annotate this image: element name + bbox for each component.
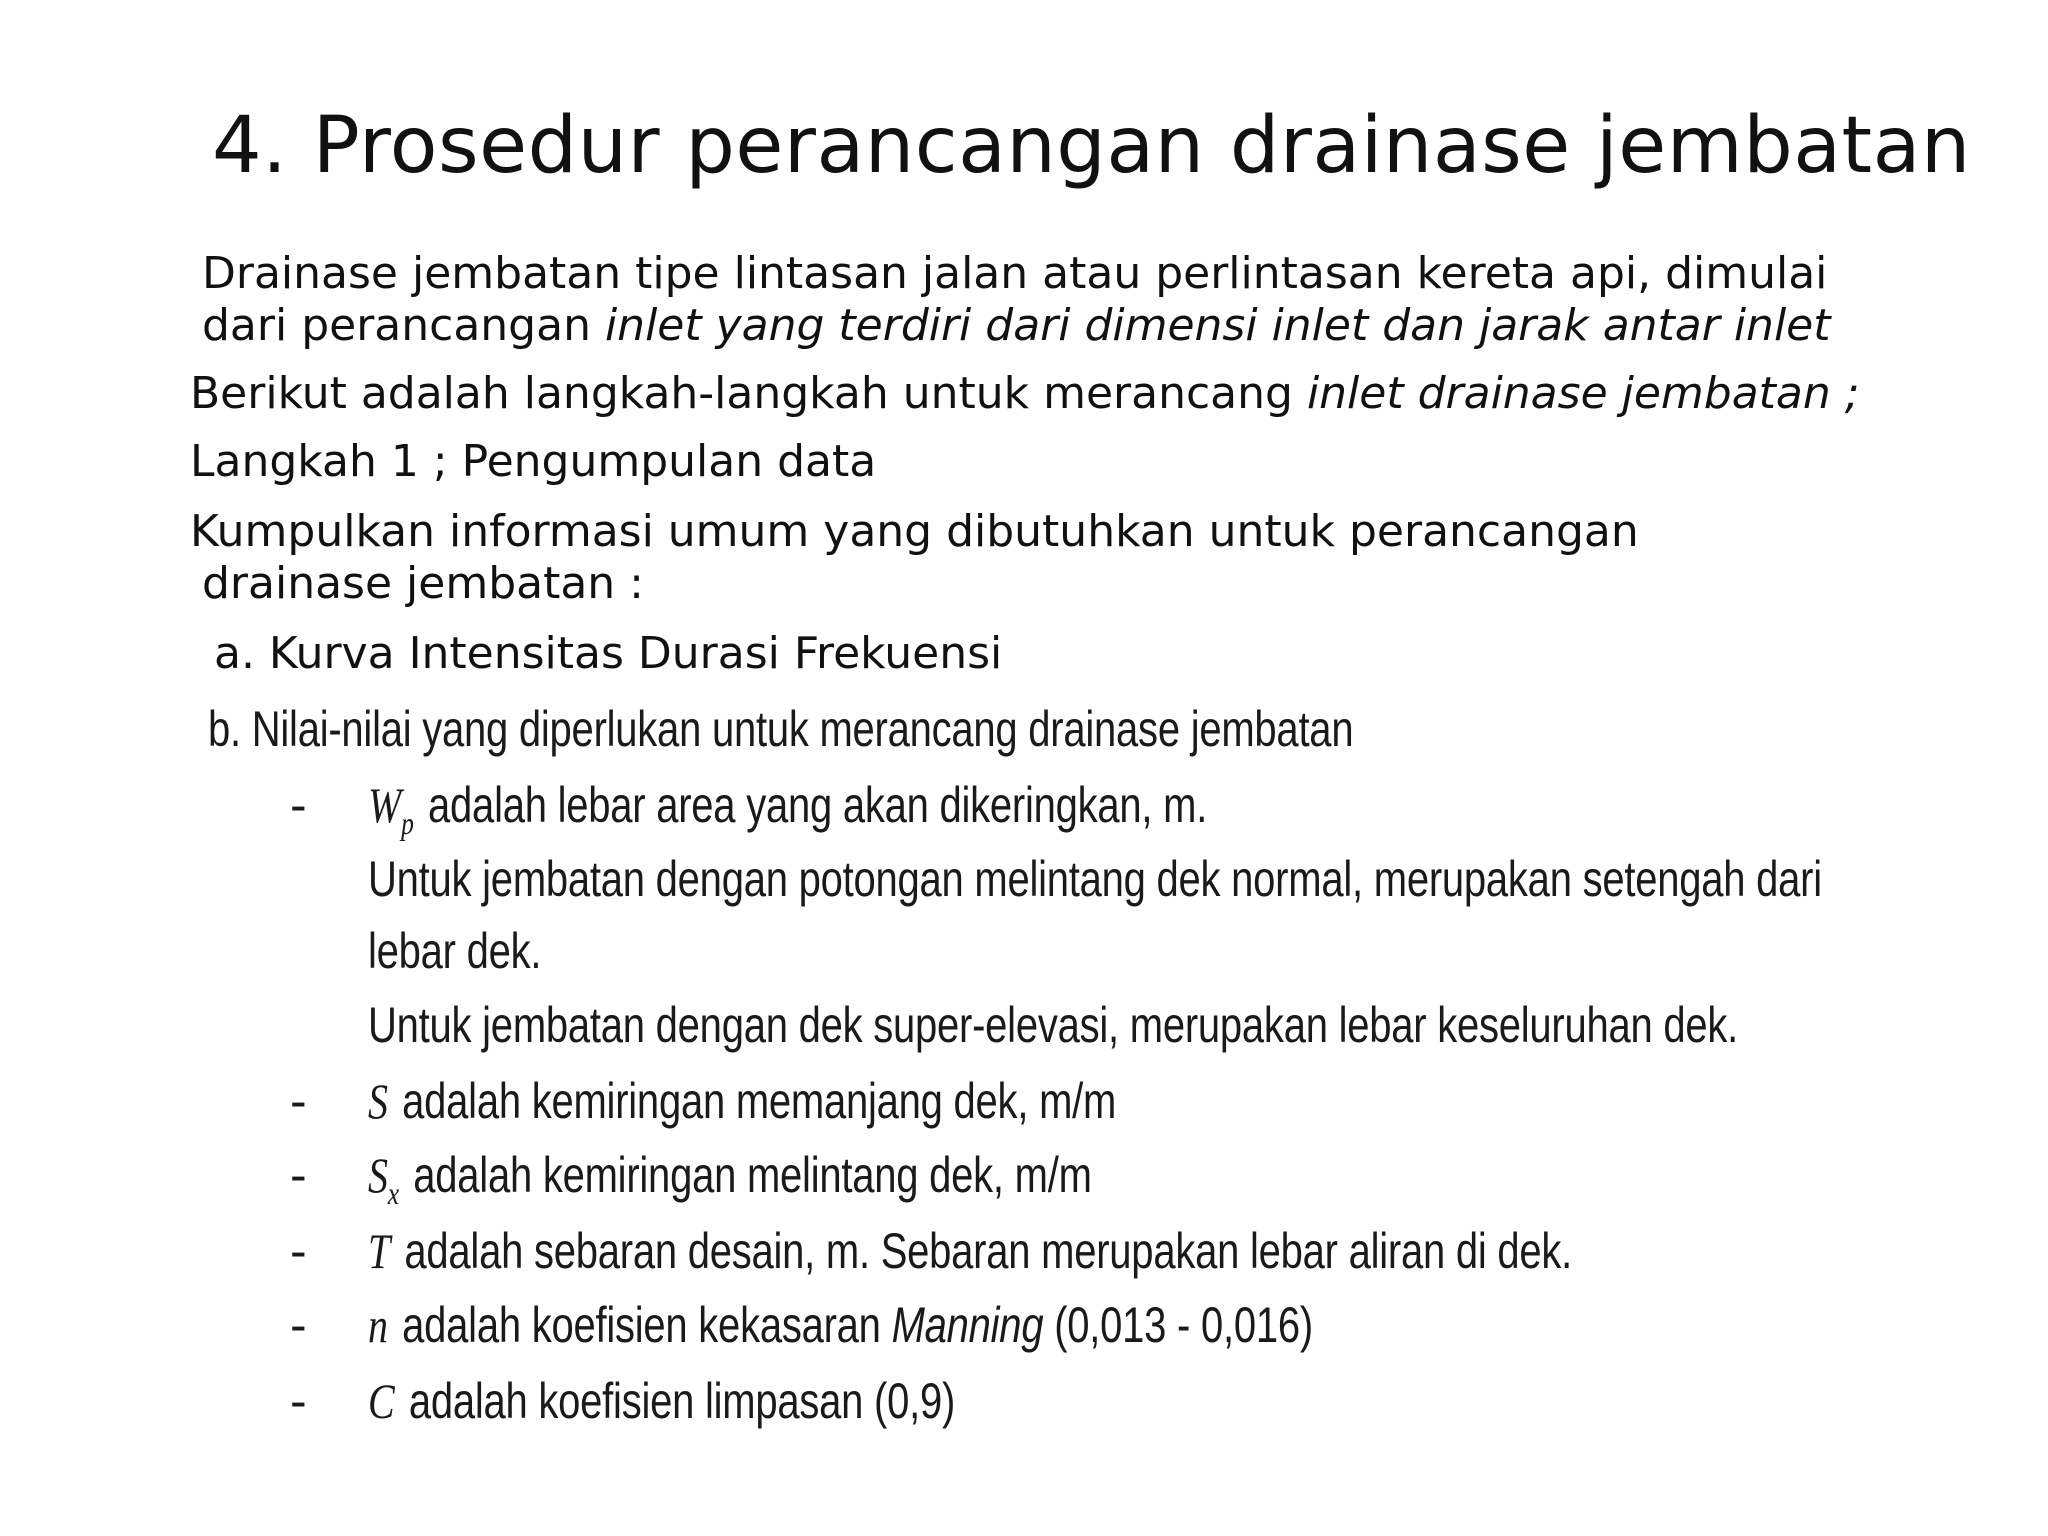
intro-line-2-italic: inlet yang terdiri dari dimensi inlet dan jarak antar inlet <box>604 300 1831 351</box>
c-text: adalah koefisien limpasan (0,9) <box>408 1373 956 1429</box>
s-definition <box>368 1072 1116 1130</box>
bullet-sx: - <box>290 1147 307 1203</box>
scan-heading: b. Nilai-nilai yang diperlukan untuk merancang drainase jembatan <box>208 701 1354 757</box>
bullet-t: - <box>290 1223 307 1279</box>
intro-line-2-prefix: dari perancangan <box>202 300 605 351</box>
t-symbol: T <box>368 1223 391 1279</box>
steps-intro <box>190 368 1860 420</box>
intro-line-2 <box>202 300 1831 352</box>
sx-definition <box>368 1146 1092 1222</box>
c-symbol: C <box>368 1373 395 1429</box>
scanned-excerpt <box>208 700 1908 1480</box>
sx-symbol: $S_x$ <box>368 1147 399 1211</box>
item-a: a. Kurva Intensitas Durasi Frekuensi <box>214 628 1003 679</box>
steps-intro-italic: inlet drainase jembatan ; <box>1306 368 1860 419</box>
bullet-s: - <box>290 1073 307 1129</box>
bullet-n: - <box>290 1297 307 1353</box>
n-symbol: n <box>368 1297 388 1353</box>
n-text-suffix: (0,013 - 0,016) <box>1043 1297 1313 1353</box>
collect-line-2: drainase jembatan : <box>202 558 644 609</box>
wp-note-1-line-2: lebar dek. <box>368 923 542 979</box>
s-text: adalah kemiringan memanjang dek, m/m <box>402 1073 1117 1129</box>
n-definition <box>368 1296 1313 1354</box>
wp-note-2: Untuk jembatan dengan dek super-elevasi, merupakan lebar keseluruhan dek. <box>368 997 1739 1053</box>
n-text-prefix: adalah koefisien kekasaran <box>402 1297 892 1353</box>
bullet-c: - <box>290 1373 307 1429</box>
c-definition <box>368 1372 955 1430</box>
sx-text: adalah kemiringan melintang dek, m/m <box>413 1147 1092 1203</box>
bullet-wp: - <box>290 777 307 833</box>
t-definition <box>368 1222 1572 1280</box>
steps-intro-prefix: Berikut adalah langkah-langkah untuk merancang <box>190 368 1307 419</box>
step-1-heading: Langkah 1 ; Pengumpulan data <box>190 436 877 487</box>
s-symbol: S <box>368 1073 388 1129</box>
t-text: adalah sebaran desain, m. Sebaran merupakan lebar aliran di dek. <box>404 1223 1573 1279</box>
wp-text: adalah lebar area yang akan dikeringkan, m. <box>428 777 1208 833</box>
wp-definition <box>368 776 1207 852</box>
intro-line-1: Drainase jembatan tipe lintasan jalan atau perlintasan kereta api, dimulai <box>202 248 1828 299</box>
wp-symbol: $W_p$ <box>368 777 414 841</box>
wp-note-1-line-1: Untuk jembatan dengan potongan melintang dek normal, merupakan setengah dari <box>368 851 1822 907</box>
n-text-italic: Manning <box>891 1297 1044 1353</box>
collect-line-1: Kumpulkan informasi umum yang dibutuhkan untuk perancangan <box>190 506 1639 557</box>
page-title: 4. Prosedur perancangan drainase jembatan <box>212 101 1971 191</box>
